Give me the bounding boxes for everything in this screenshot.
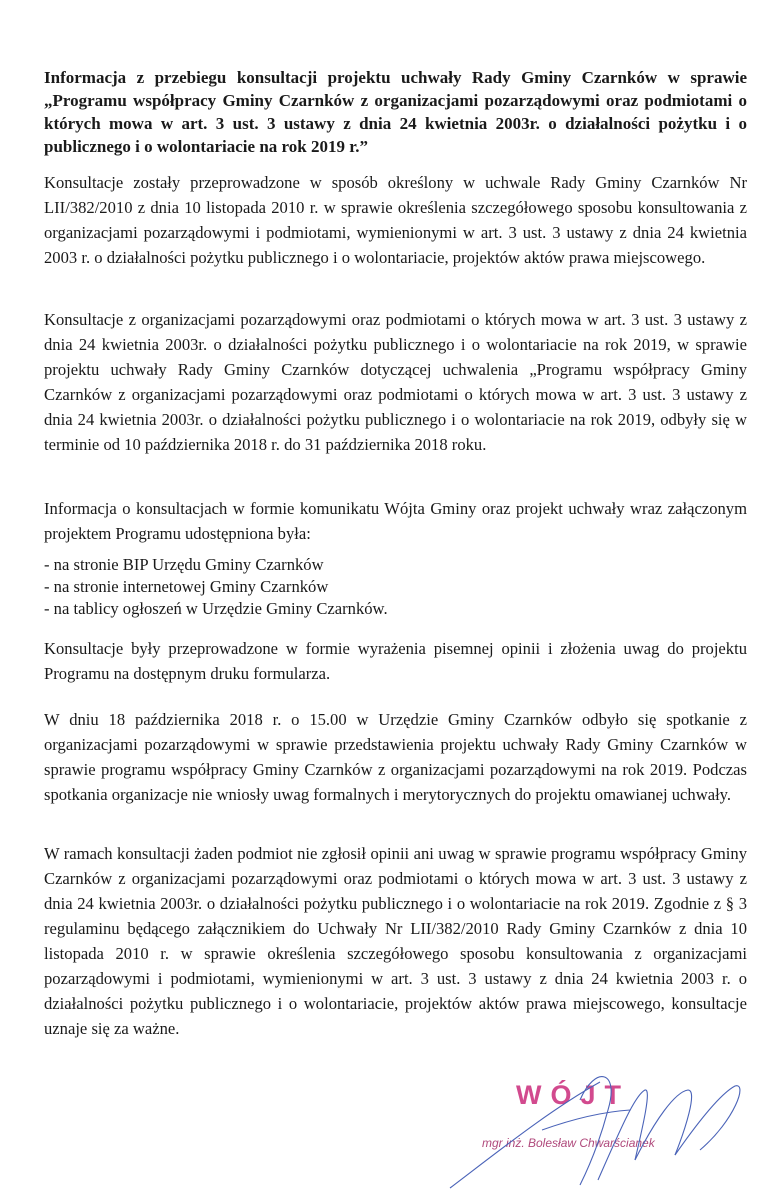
list-item: - na stronie BIP Urzędu Gminy Czarnków: [44, 555, 324, 574]
paragraph-conclusion: W ramach konsultacji żaden podmiot nie zgłosił opinii ani uwag w sprawie programu współpracy Gminy Czarnków z organizacjami pozarządowymi oraz podmiotami o których mowa w art. 3 ust. 3 ustawy z dnia 24 kwietnia 2003r. o działalności pożytku publicznego i o wolontariacie na rok 2019. Zgodnie z § 3 regulaminu będącego załącznikiem do Uchwały Nr LII/382/2010 Rady Gminy Czarnków z dnia 10 listopada 2010 r. w sprawie określenia szczegółowego sposobu konsultowania z organizacjami pozarządowymi i podmiotami, wymienionymi w art. 3 ust. 3 ustawy z dnia 24 kwietnia 2003 r. o działalności pożytku publicznego i o wolontariacie, projektów aktów prawa miejscowego, konsultacje uznaje się za ważne.: [44, 844, 747, 1038]
signature-stamp: [430, 1060, 760, 1200]
list-item: - na stronie internetowej Gminy Czarnków: [44, 577, 329, 596]
list-item: - na tablicy ogłoszeń w Urzędzie Gminy Czarnków.: [44, 599, 388, 618]
paragraph-consultation-method: Konsultacje zostały przeprowadzone w sposób określony w uchwale Rady Gminy Czarnków Nr LII/382/2010 z dnia 10 listopada 2010 r. w sprawie określenia szczegółowego sposobu konsultowania z organizacjami pozarządowymi i podmiotami, wymienionymi w art. 3 ust. 3 ustawy z dnia 24 kwietnia 2003 r. o działalności pożytku publicznego i o wolontariacie, projektów aktów prawa miejscowego.: [44, 173, 747, 267]
paragraph-consultation-form: Konsultacje były przeprowadzone w formie wyrażenia pisemnej opinii i złożenia uwag do projektu Programu na dostępnym druku formularza.: [44, 639, 747, 683]
stamp-office-title: WÓJT: [516, 1080, 630, 1110]
handwritten-signature-icon: [430, 1060, 760, 1200]
paragraph-consultation-period: Konsultacje z organizacjami pozarządowymi oraz podmiotami o których mowa w art. 3 ust. 3 ustawy z dnia 24 kwietnia 2003r. o działalności pożytku publicznego i o wolontariacie na rok 2019, w sprawie projektu uchwały Rady Gminy Czarnków dotyczącej uchwalenia „Programu współpracy Gminy Czarnków z organizacjami pozarządowymi oraz podmiotami o których mowa w art. 3 ust. 3 ustawy z dnia 24 kwietnia 2003r. o działalności pożytku publicznego i o wolontariacie na rok 2019, odbyły się w terminie od 10 października 2018 r. do 31 października 2018 roku.: [44, 310, 747, 454]
paragraph-meeting: W dniu 18 października 2018 r. o 15.00 w Urzędzie Gminy Czarnków odbyło się spotkanie z organizacjami pozarządowymi w sprawie przedstawienia projektu uchwały Rady Gminy Czarnków w sprawie programu współpracy Gminy Czarnków z organizacjami pozarządowymi na rok 2019. Podczas spotkania organizacje nie wniosły uwag formalnych i merytorycznych do projektu omawianej uchwały.: [44, 710, 747, 804]
publication-list: [44, 554, 747, 620]
stamp-name: mgr inż. Bolesław Chwarścianek: [482, 1136, 655, 1150]
document-title: Informacja z przebiegu konsultacji projektu uchwały Rady Gminy Czarnków w sprawie „Programu współpracy Gminy Czarnków z organizacjami pozarządowymi oraz podmiotami o których mowa w art. 3 ust. 3 ustawy z dnia 24 kwietnia 2003r. o działalności pożytku i o publicznego i o wolontariacie na rok 2019 r.”: [44, 68, 747, 156]
paragraph-publication-info: Informacja o konsultacjach w formie komunikatu Wójta Gminy oraz projekt uchwały wraz załączonym projektem Programu udostępniona była:: [44, 499, 747, 543]
